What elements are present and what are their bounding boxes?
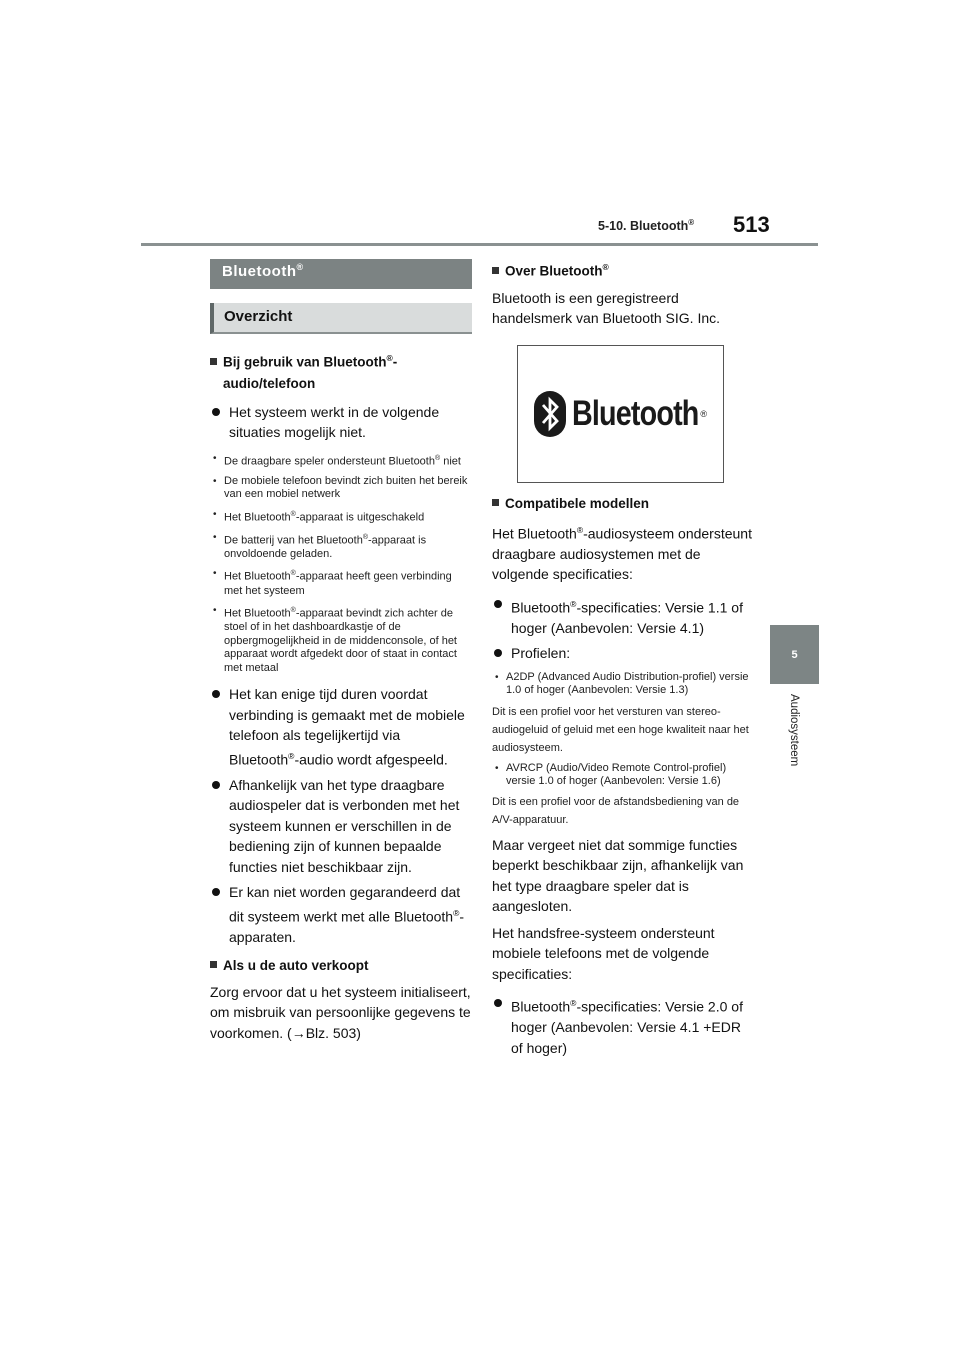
sub-bullet-item: • AVRCP (Audio/Video Remote Control-profiel) versie 1.0 of hoger (Aanbevolen: Versie 1.6) [492, 762, 754, 789]
chapter-tab: 5 [770, 625, 819, 684]
paragraph: Zorg ervoor dat u het systeem initialiseert, om misbruik van persoonlijke gegevens te voorkomen. (→Blz. 503) [210, 983, 471, 1041]
sub-bullet-item: • Het Bluetooth®-apparaat bevindt zich achter de stoel of in het dashboardkastje of de opbergmogelijkheid in de middenconsole, of het apparaat wordt afgedekt door of staat in contact met metaal [210, 604, 472, 675]
page-number: 513 [733, 212, 770, 237]
note-paragraph: Dit is een profiel voor de afstandsbediening van de A/V-apparatuur. [492, 795, 740, 826]
sub-bullet-item: • De draagbare speler ondersteunt Bluetooth® niet [210, 452, 472, 469]
chapter-label: Audiosysteem [788, 694, 800, 767]
square-bullet-icon [210, 358, 217, 365]
sub-bullet-item: • De batterij van het Bluetooth®-apparaat is onvoldoende geladen. [210, 531, 472, 562]
topic-heading-usage: Bij gebruik van Bluetooth®-audio/telefoon [210, 348, 472, 394]
bluetooth-logo: Bluetooth ® [517, 345, 724, 483]
topic-heading-about: Over Bluetooth® [492, 257, 754, 282]
bluetooth-wordmark: Bluetooth [572, 393, 699, 433]
left-column [210, 259, 472, 1043]
right-column [492, 257, 754, 1058]
arrow-icon: → [291, 1024, 306, 1041]
section-heading: Bluetooth® [210, 259, 472, 289]
topic-heading-selling: Als u de auto verkoopt [210, 955, 472, 976]
bullet-item: Er kan niet worden gegarandeerd dat dit systeem werkt met alle Bluetooth®-apparaten. [210, 882, 472, 947]
paragraph: Maar vergeet niet dat sommige functies beperkt beschikbaar zijn, afhankelijk van het type draagbare speler dat is aangesloten. [492, 836, 744, 915]
square-bullet-icon [492, 267, 499, 274]
bullet-item: Afhankelijk van het type draagbare audiospeler dat is verbonden met het systeem kunnen er verschillen in de bediening zijn of kunnen bepaalde functies niet beschikbaar zijn. [210, 775, 472, 878]
header-divider [141, 243, 818, 246]
bullet-item: Profielen: [492, 643, 754, 664]
note-paragraph: Dit is een profiel voor het versturen van stereo-audiogeluid of geluid met een hoge kwaliteit naar het audiosysteem. [492, 705, 749, 754]
bullet-item: Het kan enige tijd duren voordat verbinding is gemaakt met de mobiele telefoon als tegelijkertijd via Bluetooth®-audio wordt afgespeeld. [210, 684, 472, 770]
bullet-item: Bluetooth®-specificaties: Versie 1.1 of hoger (Aanbevolen: Versie 4.1) [492, 594, 754, 639]
topic-heading-compatible: Compatibele modellen [492, 493, 754, 514]
bullet-item: Bluetooth®-specificaties: Versie 2.0 of hoger (Aanbevolen: Versie 4.1 +EDR of hoger) [492, 993, 754, 1058]
sub-bullet-item: • Het Bluetooth®-apparaat heeft geen verbinding met het systeem [210, 567, 472, 598]
paragraph: Het handsfree-systeem ondersteunt mobiele telefoons met de volgende specificaties: [492, 924, 715, 982]
square-bullet-icon [492, 499, 499, 506]
subsection-heading: Overzicht [210, 303, 472, 334]
sub-bullet-item: • A2DP (Advanced Audio Distribution-profiel) versie 1.0 of hoger (Aanbevolen: Versie 1.3) [492, 671, 754, 698]
bullet-item: Het systeem werkt in de volgende situaties mogelijk niet. [210, 402, 472, 443]
paragraph: Het Bluetooth®-audiosysteem ondersteunt draagbare audiosystemen met de volgende specificaties: [492, 524, 752, 583]
section-title: 5-10. Bluetooth® [598, 218, 695, 234]
bluetooth-rune-icon [534, 391, 566, 437]
sub-bullet-item: • De mobiele telefoon bevindt zich buiten het bereik van een mobiel netwerk [210, 475, 472, 502]
paragraph: Bluetooth is een geregistreerd handelsmerk van Bluetooth SIG. Inc. [492, 289, 721, 326]
square-bullet-icon [210, 961, 217, 968]
sub-bullet-item: • Het Bluetooth®-apparaat is uitgeschakeld [210, 508, 472, 525]
